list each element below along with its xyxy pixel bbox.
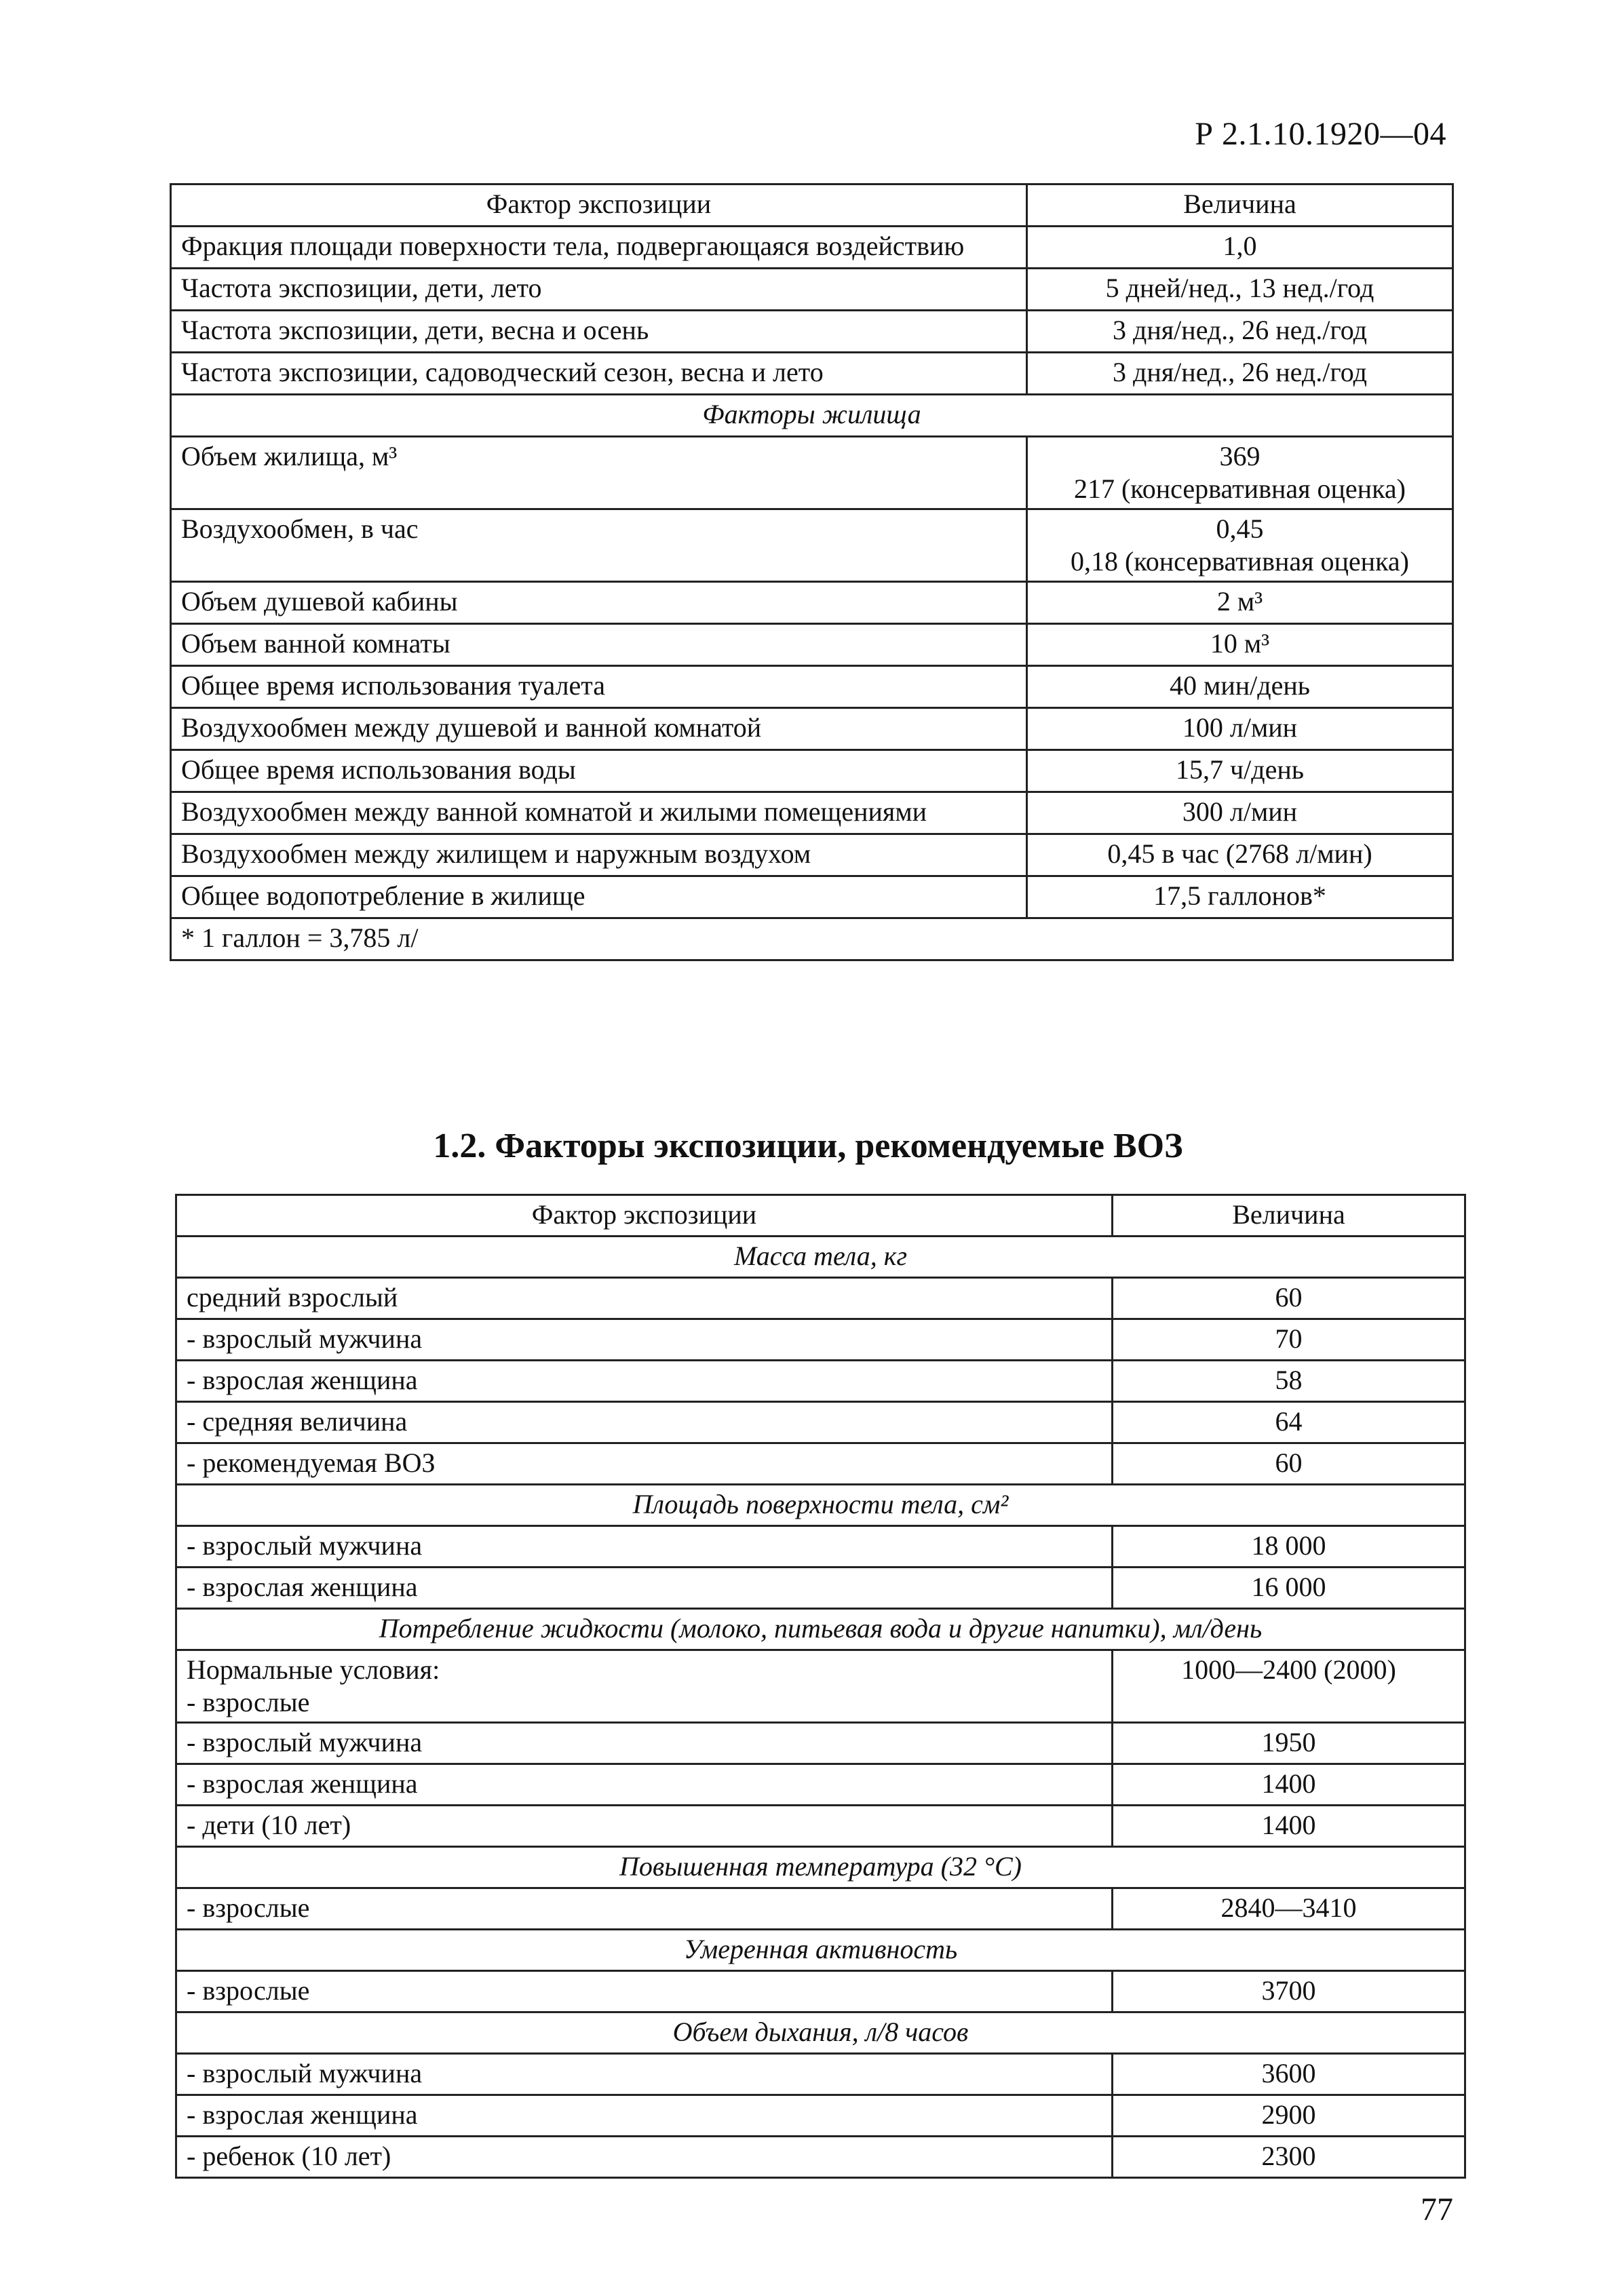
- section-row: [176, 1609, 1465, 1650]
- value-cell: 1,0: [1027, 227, 1453, 269]
- factor-cell: - ребенок (10 лет): [176, 2137, 1113, 2178]
- value-cell: 1400: [1113, 1806, 1465, 1847]
- value-cell: 2900: [1113, 2095, 1465, 2137]
- factor-cell: - взрослый мужчина: [176, 1723, 1113, 1764]
- document-code: Р 2.1.10.1920—04: [1195, 116, 1446, 152]
- table-row: [176, 2137, 1465, 2178]
- table-row: [176, 1278, 1465, 1319]
- factor-cell: Воздухообмен, в час: [171, 509, 1027, 582]
- value-cell: 0,45 в час (2768 л/мин): [1027, 834, 1453, 876]
- table-row: [171, 834, 1453, 876]
- page-number: 77: [1421, 2192, 1453, 2227]
- table-row: [176, 1650, 1465, 1723]
- value-cell: 5 дней/нед., 13 нед./год: [1027, 269, 1453, 311]
- table-row: [171, 269, 1453, 311]
- section-row: [176, 1237, 1465, 1278]
- factor-cell: - рекомендуемая ВОЗ: [176, 1443, 1113, 1485]
- table-row: [171, 666, 1453, 708]
- table-row: [171, 311, 1453, 353]
- factor-cell: - взрослые: [176, 1971, 1113, 2012]
- value-cell: 10 м³: [1027, 624, 1453, 666]
- value-cell: 300 л/мин: [1027, 792, 1453, 834]
- table-header-row: [171, 184, 1453, 227]
- value-cell: 1950: [1113, 1723, 1465, 1764]
- value-cell: 70: [1113, 1319, 1465, 1361]
- factor-cell: - взрослая женщина: [176, 1568, 1113, 1609]
- factor-cell: - взрослые: [176, 1888, 1113, 1930]
- value-cell: 64: [1113, 1402, 1465, 1443]
- section-label: Факторы жилища: [171, 395, 1453, 437]
- table-row: [176, 1888, 1465, 1930]
- factor-cell: Воздухообмен между ванной комнатой и жилыми помещениями: [171, 792, 1027, 834]
- table-body: [171, 227, 1453, 960]
- factor-cell: Общее водопотребление в жилище: [171, 876, 1027, 918]
- value-cell: 60: [1113, 1278, 1465, 1319]
- column-header-value: Величина: [1027, 184, 1453, 227]
- table-row: [171, 227, 1453, 269]
- section-row: [176, 2012, 1465, 2054]
- factor-cell: Общее время использования туалета: [171, 666, 1027, 708]
- value-cell: 2 м³: [1027, 582, 1453, 624]
- table-row: [176, 1361, 1465, 1402]
- factor-cell: - дети (10 лет): [176, 1806, 1113, 1847]
- table-body: [176, 1237, 1465, 2178]
- column-header-value: Величина: [1113, 1195, 1465, 1237]
- table-row: [176, 1764, 1465, 1806]
- section-label: Площадь поверхности тела, см²: [176, 1485, 1465, 1526]
- factor-cell: Объем душевой кабины: [171, 582, 1027, 624]
- factor-cell: Фракция площади поверхности тела, подвергающаяся воздействию: [171, 227, 1027, 269]
- value-cell: 100 л/мин: [1027, 708, 1453, 750]
- table-row: [171, 509, 1453, 582]
- section-label: Объем дыхания, л/8 часов: [176, 2012, 1465, 2054]
- factor-cell: Частота экспозиции, дети, весна и осень: [171, 311, 1027, 353]
- factor-cell: - средняя величина: [176, 1402, 1113, 1443]
- column-header-factor: Фактор экспозиции: [171, 184, 1027, 227]
- factor-cell: - взрослый мужчина: [176, 1319, 1113, 1361]
- section-label: Умеренная активность: [176, 1930, 1465, 1971]
- section-row: [176, 1847, 1465, 1888]
- value-cell: 18 000: [1113, 1526, 1465, 1568]
- table-row: [176, 1319, 1465, 1361]
- table-row: [176, 1443, 1465, 1485]
- table-row: [171, 582, 1453, 624]
- exposure-factors-table-who: [175, 1194, 1466, 2179]
- factor-cell: - взрослая женщина: [176, 1361, 1113, 1402]
- value-cell: 58: [1113, 1361, 1465, 1402]
- factor-cell: - взрослая женщина: [176, 2095, 1113, 2137]
- table-row: [176, 2054, 1465, 2095]
- value-cell: 369 217 (консервативная оценка): [1027, 437, 1453, 509]
- value-cell: 3600: [1113, 2054, 1465, 2095]
- value-cell: 16 000: [1113, 1568, 1465, 1609]
- table-row: [176, 2095, 1465, 2137]
- factor-cell: Объем жилища, м³: [171, 437, 1027, 509]
- factor-cell: - взрослый мужчина: [176, 2054, 1113, 2095]
- section-row: [176, 1485, 1465, 1526]
- table-row: [171, 353, 1453, 395]
- value-cell: 3 дня/нед., 26 нед./год: [1027, 353, 1453, 395]
- table-row: [176, 1723, 1465, 1764]
- value-cell: 15,7 ч/день: [1027, 750, 1453, 792]
- value-cell: 2840—3410: [1113, 1888, 1465, 1930]
- section-row: [171, 395, 1453, 437]
- factor-cell: Воздухообмен между душевой и ванной комнатой: [171, 708, 1027, 750]
- factor-cell: Нормальные условия: - взрослые: [176, 1650, 1113, 1723]
- value-cell: 1400: [1113, 1764, 1465, 1806]
- value-cell: 3 дня/нед., 26 нед./год: [1027, 311, 1453, 353]
- value-cell: 1000—2400 (2000): [1113, 1650, 1465, 1723]
- factor-cell: Общее время использования воды: [171, 750, 1027, 792]
- factor-cell: средний взрослый: [176, 1278, 1113, 1319]
- table-row: [171, 437, 1453, 509]
- column-header-factor: Фактор экспозиции: [176, 1195, 1113, 1237]
- section-heading: 1.2. Факторы экспозиции, рекомендуемые ВОЗ: [433, 1127, 1183, 1165]
- table-row: [171, 624, 1453, 666]
- table-row: [176, 1526, 1465, 1568]
- value-cell: 2300: [1113, 2137, 1465, 2178]
- section-label: Масса тела, кг: [176, 1237, 1465, 1278]
- table-row: [176, 1971, 1465, 2012]
- value-cell: 60: [1113, 1443, 1465, 1485]
- table-row: [176, 1568, 1465, 1609]
- section-label: Потребление жидкости (молоко, питьевая вода и другие напитки), мл/день: [176, 1609, 1465, 1650]
- factor-cell: - взрослый мужчина: [176, 1526, 1113, 1568]
- value-cell: 3700: [1113, 1971, 1465, 2012]
- exposure-factors-table-1: [170, 183, 1454, 961]
- factor-cell: Частота экспозиции, дети, лето: [171, 269, 1027, 311]
- section-label: Повышенная температура (32 °С): [176, 1847, 1465, 1888]
- table-row: [171, 876, 1453, 918]
- value-cell: 40 мин/день: [1027, 666, 1453, 708]
- factor-cell: - взрослая женщина: [176, 1764, 1113, 1806]
- table-header-row: [176, 1195, 1465, 1237]
- factor-cell: Воздухообмен между жилищем и наружным воздухом: [171, 834, 1027, 876]
- table-row: [171, 792, 1453, 834]
- factor-cell: Частота экспозиции, садоводческий сезон, весна и лето: [171, 353, 1027, 395]
- footnote-row: [171, 918, 1453, 960]
- value-cell: 17,5 галлонов*: [1027, 876, 1453, 918]
- value-cell: 0,45 0,18 (консервативная оценка): [1027, 509, 1453, 582]
- table-row: [176, 1806, 1465, 1847]
- table-row: [171, 708, 1453, 750]
- table-row: [171, 750, 1453, 792]
- footnote: * 1 галлон = 3,785 л/: [171, 918, 1453, 960]
- factor-cell: Объем ванной комнаты: [171, 624, 1027, 666]
- table-row: [176, 1402, 1465, 1443]
- section-row: [176, 1930, 1465, 1971]
